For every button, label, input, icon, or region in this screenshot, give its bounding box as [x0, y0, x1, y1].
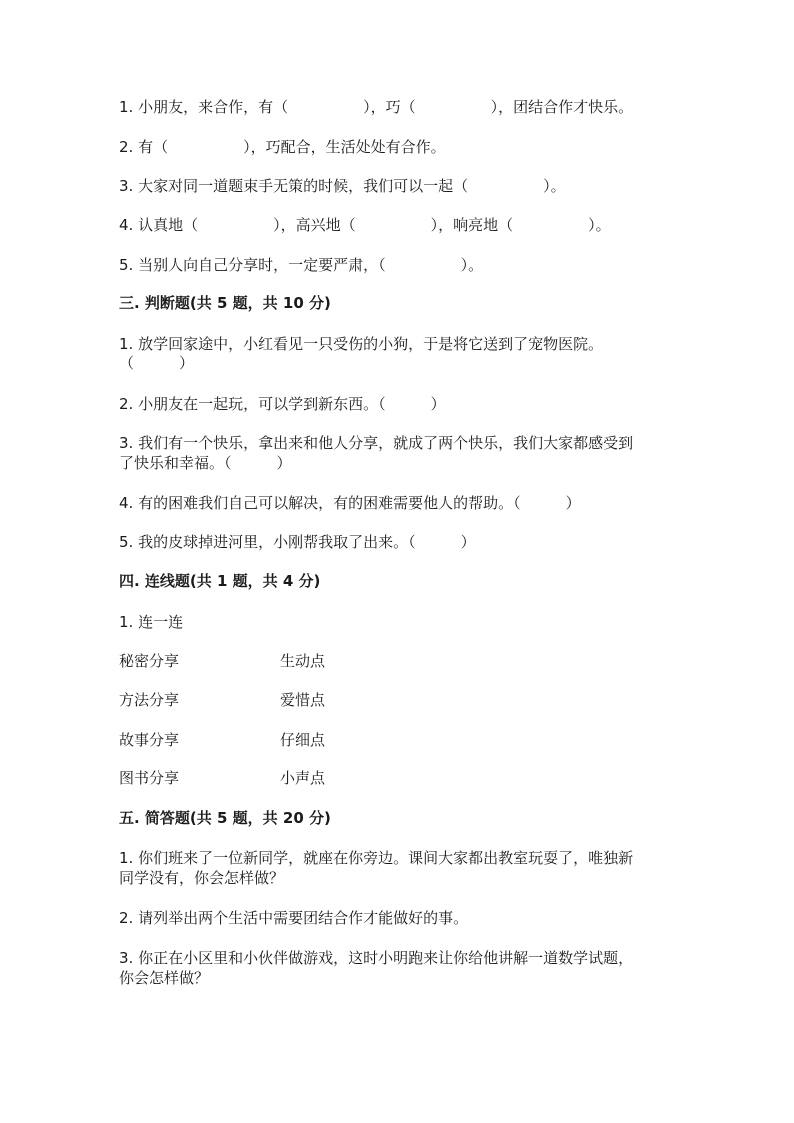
fill-question-4: 4. 认真地（ ），高兴地（ ），响亮地（ ）。 [119, 216, 611, 234]
judge-question-3: 3. 我们有一个快乐，拿出来和他人分享，就成了两个快乐，我们大家都感受到 [119, 434, 634, 452]
judge-question-1-cont: （ ） [119, 354, 195, 372]
match-right-item: 仔细点 [280, 731, 326, 749]
judge-question-4: 4. 有的困难我们自己可以解决，有的困难需要他人的帮助。（ ） [119, 494, 581, 512]
judge-question-1: 1. 放学回家途中，小红看见一只受伤的小狗，于是将它送到了宠物医院。 [119, 335, 604, 353]
judge-question-5: 5. 我的皮球掉进河里，小刚帮我取了出来。（ ） [119, 533, 476, 551]
match-prompt: 1. 连一连 [119, 613, 184, 631]
short-question-3: 3. 你正在小区里和小伙伴做游戏，这时小明跑来让你给他讲解一道数学试题， [119, 949, 634, 967]
short-question-3-cont: 你会怎样做？ [119, 969, 210, 987]
short-question-2: 2. 请列举出两个生活中需要团结合作才能做好的事。 [119, 909, 469, 927]
fill-question-5: 5. 当别人向自己分享时，一定要严肃，（ ）。 [119, 256, 484, 274]
short-question-1-cont: 同学没有，你会怎样做？ [119, 869, 285, 887]
fill-question-3: 3. 大家对同一道题束手无策的时候，我们可以一起（ ）。 [119, 177, 566, 195]
match-left-item: 秘密分享 [119, 652, 180, 670]
match-left-item: 图书分享 [119, 769, 180, 787]
match-left-item: 故事分享 [119, 731, 180, 749]
match-right-item: 小声点 [280, 769, 326, 787]
fill-question-2: 2. 有（ ），巧配合，生活处处有合作。 [119, 138, 446, 156]
section-heading-match: 四. 连线题(共 1 题，共 4 分) [119, 572, 321, 590]
match-right-item: 爱惜点 [280, 691, 326, 709]
judge-question-3-cont: 了快乐和幸福。（ ） [119, 454, 292, 472]
short-question-1: 1. 你们班来了一位新同学，就座在你旁边。课间大家都出教室玩耍了，唯独新 [119, 849, 634, 867]
match-left-item: 方法分享 [119, 691, 180, 709]
section-heading-judge: 三. 判断题(共 5 题，共 10 分) [119, 294, 331, 312]
section-heading-short: 五. 简答题(共 5 题，共 20 分) [119, 809, 331, 827]
match-right-item: 生动点 [280, 652, 326, 670]
judge-question-2: 2. 小朋友在一起玩，可以学到新东西。（ ） [119, 395, 446, 413]
fill-question-1: 1. 小朋友，来合作，有（ ），巧（ ），团结合作才快乐。 [119, 98, 634, 116]
